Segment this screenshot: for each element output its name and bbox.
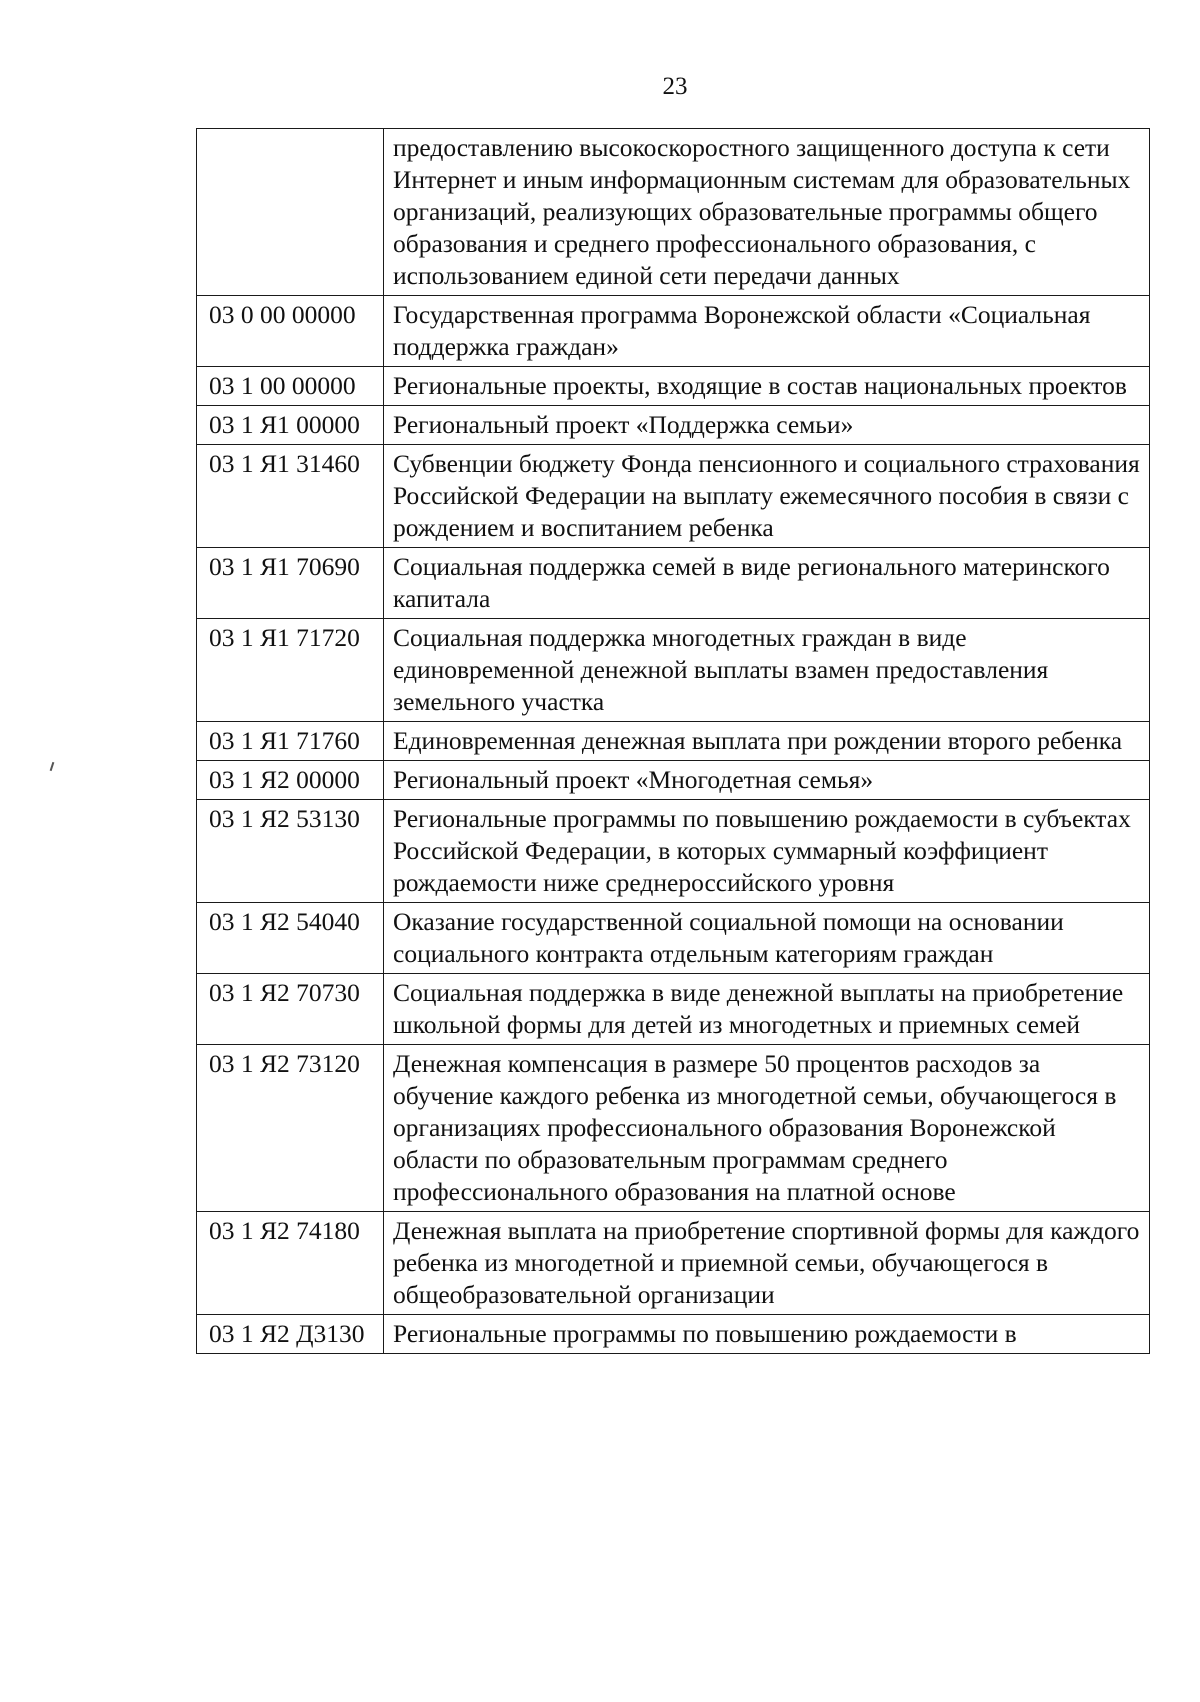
row-code: 03 0 00 00000 <box>197 296 384 367</box>
stray-scan-mark <box>50 762 55 771</box>
row-code: 03 1 00 00000 <box>197 367 384 406</box>
row-description: Денежная компенсация в размере 50 процентов расходов за обучение каждого ребенка из многодетной семьи, обучающегося в организациях профессионального образования Воронежской области по образовательным программам среднего профессионального образования на платной основе <box>384 1045 1150 1212</box>
row-code: 03 1 Я1 71720 <box>197 619 384 722</box>
row-description: Социальная поддержка семей в виде регионального материнского капитала <box>384 548 1150 619</box>
table-row <box>197 445 1150 548</box>
row-code: 03 1 Я1 70690 <box>197 548 384 619</box>
table-row <box>197 974 1150 1045</box>
row-description: Субвенции бюджету Фонда пенсионного и социального страхования Российской Федерации на выплату ежемесячного пособия в связи с рождением и воспитанием ребенка <box>384 445 1150 548</box>
table-row <box>197 800 1150 903</box>
row-code: 03 1 Я2 00000 <box>197 761 384 800</box>
row-code: 03 1 Я1 00000 <box>197 406 384 445</box>
row-code: 03 1 Я1 31460 <box>197 445 384 548</box>
row-description: Региональный проект «Поддержка семьи» <box>384 406 1150 445</box>
row-description: Государственная программа Воронежской области «Социальная поддержка граждан» <box>384 296 1150 367</box>
row-description: Оказание государственной социальной помощи на основании социального контракта отдельным категориям граждан <box>384 903 1150 974</box>
row-description: Социальная поддержка многодетных граждан в виде единовременной денежной выплаты взамен предоставления земельного участка <box>384 619 1150 722</box>
row-code: 03 1 Я2 54040 <box>197 903 384 974</box>
row-description: предоставлению высокоскоростного защищенного доступа к сети Интернет и иным информационным системам для образовательных организаций, реализующих образовательные программы общего образования и среднего профессионального образования, с использованием единой сети передачи данных <box>384 129 1150 296</box>
table-row <box>197 548 1150 619</box>
table-row <box>197 1212 1150 1315</box>
table-row <box>197 619 1150 722</box>
row-description: Региональные программы по повышению рождаемости в субъектах Российской Федерации, в которых суммарный коэффициент рождаемости ниже среднероссийского уровня <box>384 800 1150 903</box>
table-row <box>197 903 1150 974</box>
row-description: Региональный проект «Многодетная семья» <box>384 761 1150 800</box>
row-code: 03 1 Я2 70730 <box>197 974 384 1045</box>
row-code: 03 1 Я2 73120 <box>197 1045 384 1212</box>
table-row <box>197 406 1150 445</box>
row-code: 03 1 Я1 71760 <box>197 722 384 761</box>
row-code: 03 1 Я2 74180 <box>197 1212 384 1315</box>
page-number: 23 <box>662 73 688 100</box>
row-description: Региональные проекты, входящие в состав национальных проектов <box>384 367 1150 406</box>
table-row <box>197 761 1150 800</box>
row-code <box>197 129 384 296</box>
classification-table <box>196 128 1150 1354</box>
table-row <box>197 722 1150 761</box>
row-code: 03 1 Я2 53130 <box>197 800 384 903</box>
table-row <box>197 367 1150 406</box>
row-description: Единовременная денежная выплата при рождении второго ребенка <box>384 722 1150 761</box>
row-description: Социальная поддержка в виде денежной выплаты на приобретение школьной формы для детей из многодетных и приемных семей <box>384 974 1150 1045</box>
row-code: 03 1 Я2 Д3130 <box>197 1315 384 1354</box>
row-description: Региональные программы по повышению рождаемости в <box>384 1315 1150 1354</box>
table-row <box>197 1045 1150 1212</box>
row-description: Денежная выплата на приобретение спортивной формы для каждого ребенка из многодетной и приемной семьи, обучающегося в общеобразовательной организации <box>384 1212 1150 1315</box>
table-row <box>197 296 1150 367</box>
table-row <box>197 1315 1150 1354</box>
table-row <box>197 129 1150 296</box>
